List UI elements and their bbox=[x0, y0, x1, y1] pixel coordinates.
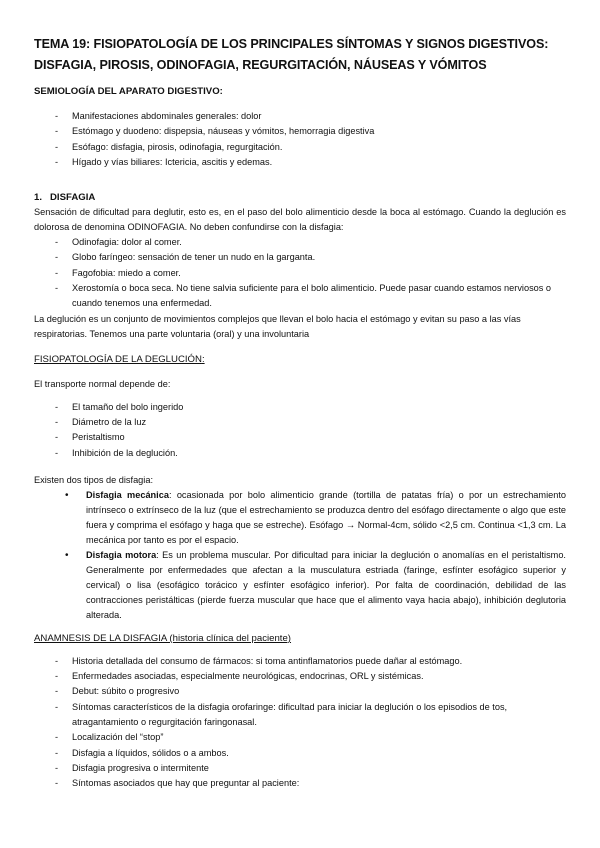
list-item: - El tamaño del bolo ingerido bbox=[34, 400, 566, 415]
list-item: - Enfermedades asociadas, especialmente neurológicas, endocrinas, ORL y sistémicas. bbox=[34, 669, 566, 684]
term-mecanica: Disfagia mecánica bbox=[86, 489, 169, 500]
term-motora: Disfagia motora bbox=[86, 549, 157, 560]
list-item: - Peristaltismo bbox=[34, 430, 566, 445]
semiologia-list bbox=[34, 109, 566, 170]
text-motora: : Es un problema muscular. Por dificultad para iniciar la deglución o anomalías en el peristaltismo. Generalmente por enfermedades que afectan a la musculatura estriada (faringe, esfínter esofágico superior y cervical) o lisa (esofágico torácico y esfínter esofágico inferior). Por falta de coordinación, debilidad de las contracciones peristálticas (pierde fuerza muscular que hace que el alimento vaya hacia abajo), inhibición deglutoria alterada. bbox=[86, 549, 566, 620]
list-item: - Localización del “stop” bbox=[34, 730, 566, 745]
list-item: - Historia detallada del consumo de fármacos: si toma antinflamatorios puede dañar al estómago. bbox=[34, 654, 566, 669]
fisiopatologia-heading bbox=[34, 354, 566, 365]
list-item: - Diámetro de la luz bbox=[34, 415, 566, 430]
list-item bbox=[34, 548, 566, 623]
page-title: TEMA 19: FISIOPATOLOGÍA DE LOS PRINCIPALES SÍNTOMAS Y SIGNOS DIGESTIVOS: DISFAGIA, PIROSIS, ODINOFAGIA, REGURGITACIÓN, NÁUSEAS Y VÓMITOS bbox=[34, 37, 549, 72]
list-item: - Debut: súbito o progresivo bbox=[34, 684, 566, 699]
list-item: - Síntomas asociados que hay que preguntar al paciente: bbox=[34, 776, 566, 791]
anamnesis-list bbox=[34, 654, 566, 792]
transporte-list bbox=[34, 400, 566, 461]
tipos-list bbox=[34, 488, 566, 623]
list-item: - Disfagia progresiva o intermitente bbox=[34, 761, 566, 776]
list-item: - Estómago y duodeno: dispepsia, náuseas y vómitos, hemorragia digestiva bbox=[34, 124, 566, 139]
list-item: - Odinofagia: dolor al comer. bbox=[34, 235, 566, 250]
list-item: - Hígado y vías biliares: Ictericia, ascitis y edemas. bbox=[34, 155, 566, 170]
list-item: - Esófago: disfagia, pirosis, odinofagia, regurgitación. bbox=[34, 140, 566, 155]
semiologia-heading: SEMIOLOGÍA DEL APARATO DIGESTIVO: bbox=[34, 86, 223, 97]
tipos-intro: Existen dos tipos de disfagia: bbox=[34, 474, 153, 485]
text-mecanica: : ocasionada por bolo alimenticio grande (tortilla de patatas fría) o por un estrechamiento intrínseco o extrínseco de la luz (que el estrechamiento se produzca dentro del esófago directamente o algo que este fuera y comprima el esófago y haga que se estreche). Esófago → Normal-4cm, sólido <2,5 cm. Continua <1,3 cm. La mecánica por tanto es por el espacio. bbox=[86, 489, 566, 545]
list-item: - Fagofobia: miedo a comer. bbox=[34, 266, 566, 281]
list-item: - Manifestaciones abdominales generales: dolor bbox=[34, 109, 566, 124]
disfagia-intro: Sensación de dificultad para deglutir, esto es, en el paso del bolo alimenticio desde la boca al estómago. Cuando la deglución es dolorosa de denomina ODINOFAGIA. No deben confundirse con la disfagia: bbox=[34, 207, 566, 233]
fisiopatologia-heading-text: FISIOPATOLOGÍA DE LA DEGLUCIÓN bbox=[34, 353, 202, 365]
transporte-intro: El transporte normal depende de: bbox=[34, 378, 171, 389]
list-item: - Síntomas característicos de la disfagia orofaringe: dificultad para iniciar la deglución o los episodios de tos, atragantamiento o regurgitación faringonasal. bbox=[34, 700, 566, 731]
list-item: - Xerostomía o boca seca. No tiene salvia suficiente para el bolo alimenticio. Puede pasar cuando estamos nerviosos o cuando tenemos una enfermedad. bbox=[34, 281, 566, 312]
list-item: - Inhibición de la deglución. bbox=[34, 446, 566, 461]
deglucion-paragraph: La deglución es un conjunto de movimientos complejos que llevan el bolo hacia el estómago y evitan su paso a las vías respiratorias. Tenemos una parte voluntaria (oral) y una involuntaria bbox=[34, 313, 521, 339]
list-item bbox=[34, 488, 566, 548]
disfagia-list bbox=[34, 235, 566, 311]
list-item: - Globo faríngeo: sensación de tener un nudo en la garganta. bbox=[34, 250, 566, 265]
list-item: - Disfagia a líquidos, sólidos o a ambos. bbox=[34, 746, 566, 761]
anamnesis-heading: ANAMNESIS DE LA DISFAGIA (historia clínica del paciente) bbox=[34, 632, 292, 644]
fisiopatologia-heading-suffix: : bbox=[201, 353, 205, 365]
disfagia-heading: 1. DISFAGIA bbox=[34, 192, 96, 204]
